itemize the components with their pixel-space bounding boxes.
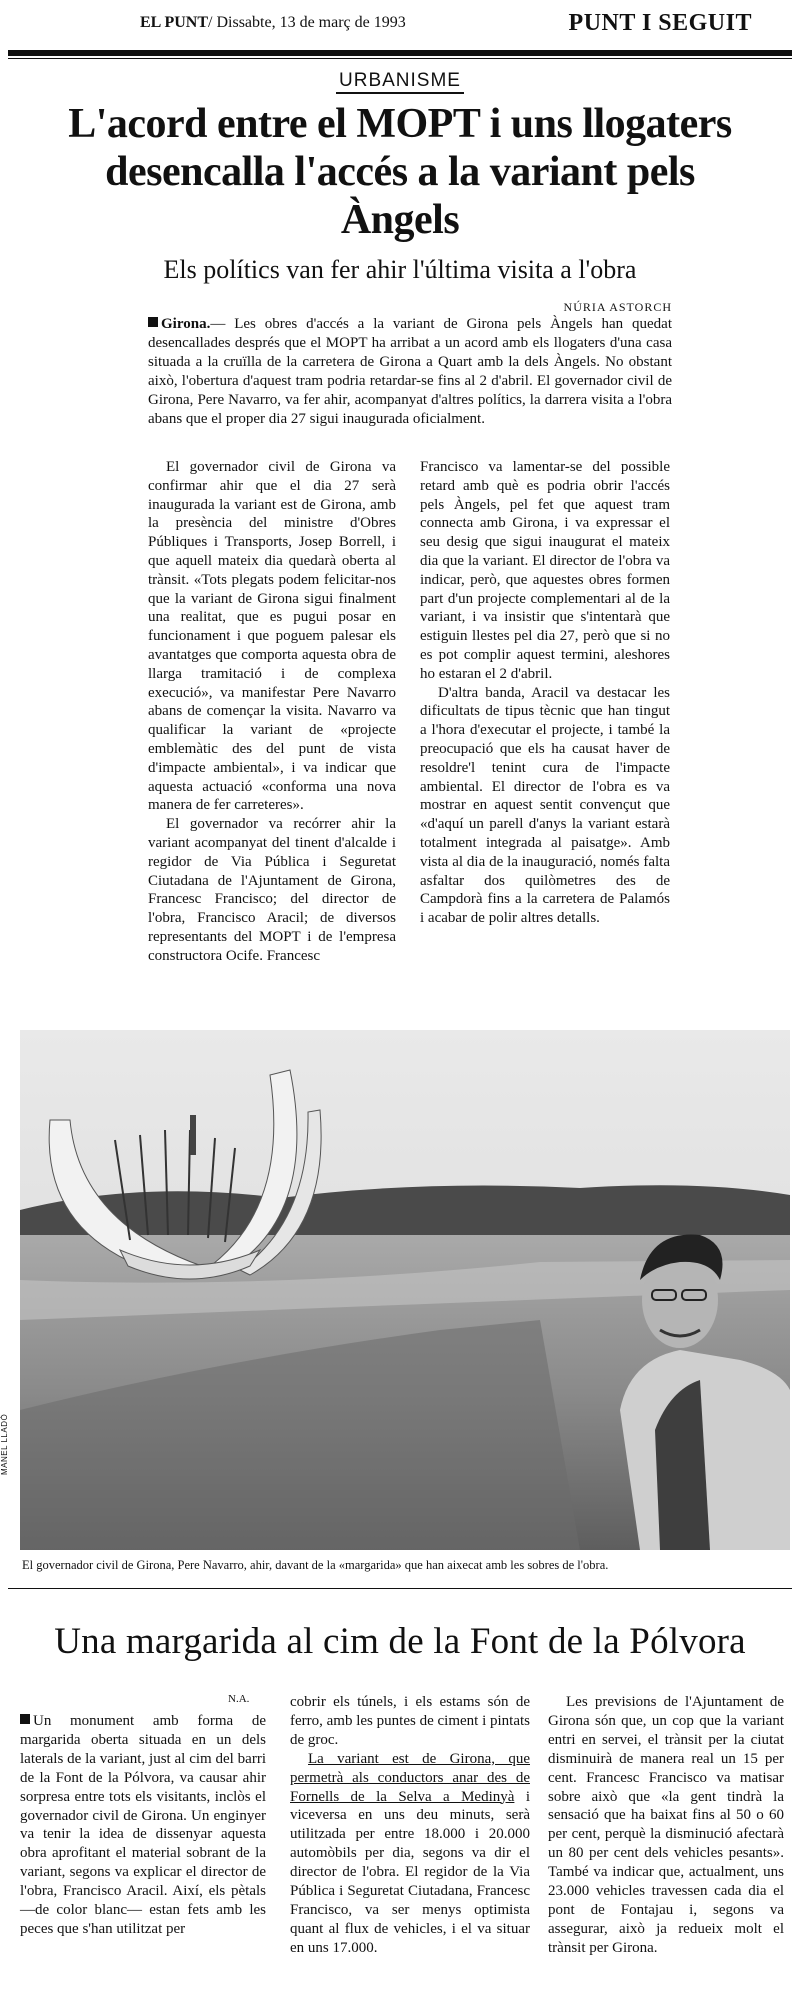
section-label: URBANISME [0, 70, 800, 92]
article-headline: L'acord entre el MOPT i uns llogaters desencalla l'accés a la variant pels Àngels [68, 101, 732, 243]
bullet-square-icon [148, 317, 158, 327]
issue-date: / Dissabte, 13 de març de 1993 [208, 14, 406, 31]
bullet-square-icon [20, 1714, 30, 1724]
lead-text: — Les obres d'accés a la variant de Girona pels Àngels han quedat desencallades després que el MOPT ha arribat a un acord amb els llogaters d'una casa situada a la cruïlla de la carretera de Girona a Quart amb la dels Àngels. No obstant això, l'obertura d'aquest tram podria retardar-se fins al 2 d'abril. El governador civil de Girona, Pere Navarro, va fer ahir, acompanyat d'altres polítics, la darrera visita a l'obra abans que el proper dia 27 sigui inaugurada oficialment. [148, 316, 672, 427]
photo-caption: El governador civil de Girona, Pere Navarro, ahir, davant de la «margarida» que han aixecat amb les sobres de l'obra. [22, 1558, 609, 1572]
photo-governor-margarida [20, 1030, 790, 1550]
news-photo [20, 1030, 790, 1550]
header-rule-thin [8, 58, 792, 59]
second-article-column-1 [20, 1712, 266, 1939]
lead-place: Girona. [161, 316, 211, 332]
second-article-column-2 [290, 1693, 530, 1958]
article-column-1 [148, 458, 396, 966]
underlined-passage: La variant est de Girona, que permetrà als conductors anar des de Fornells de la Selva a Medinyà [290, 1750, 530, 1805]
photo-credit: MANEL LLADÓ [0, 1413, 9, 1475]
paragraph: D'altra banda, Aracil va destacar les dificultats de tipus tècnic que han tingut a l'hora d'executar el projecte, i també la preocupació que els ha causat haver de resoldre'l tenint cura de l'impacte ambiental. El director de l'obra es va mostrar en aquest sentit convençut que «d'aquí un parell d'anys la variant estarà totalment integrada al paisatge». Amb vista al dia de la inauguració, només falta asfaltar dos quilòmetres des de Campdorà fins a la carretera de Palamós i acabar de polir altres detalls. [420, 684, 670, 927]
lead-paragraph [148, 315, 672, 429]
paragraph: Francisco va lamentar-se del possible retard amb què es podria obrir l'accés pels Àngels, pel fet que aquest tram connecta amb Girona, i va expressar el seu desig que sigui inaugurat el mateix dia que la variant. El director de l'obra va indicar, però, que aquestes obres formen part d'un projecte complementari al de la variant, i va insistir que s'intentarà que estiguin llestes pel dia 27, però que si no es pot complir aquest termini, aleshores ho estaran el 2 d'abril. [420, 459, 670, 682]
second-article-headline: Una margarida al cim de la Font de la Pólvora [54, 1621, 746, 1662]
paragraph: La variant est de Girona, que permetrà als conductors anar des de Fornells de la Selva a Medinyà i viceversa en uns deu minuts, serà utilitzada per entre 18.000 i 20.000 automòbils per dia, segons va dir el director de l'obra. El regidor de la Via Pública i Seguretat Ciutadana, Francesc Francisco, va ser menys optimista quant al flux de vehicles, i el va situar en uns 17.000. [290, 1750, 530, 1956]
byline: NÚRIA ASTORCH [563, 300, 672, 314]
author-initials: N.A. [228, 1693, 250, 1705]
article-column-2 [420, 458, 670, 928]
paragraph: cobrir els túnels, i els estams són de ferro, amb les puntes de ciment i pintats de groc. [290, 1694, 530, 1748]
article-divider [8, 1588, 792, 1589]
paragraph: El governador va recórrer ahir la variant acompanyat del tinent d'alcalde i regidor de Via Pública i Seguretat Ciutadana de l'Ajuntament de Girona, Francesc Francisco; del director de l'obra, Francisco Aracil; de diversos representants del MOPT i de l'empresa constructora Ocife. Francesc [148, 816, 396, 964]
masthead-line [140, 14, 406, 32]
header-rule [8, 50, 792, 56]
paragraph: El governador civil de Girona va confirmar ahir que el dia 27 serà inaugurada la variant est de Girona, amb la presència del ministre d'Obres Públiques i Transports, Josep Borrell, i que aquell mateix dia quedarà oberta al trànsit. «Tots plegats podem felicitar-nos que la variant de Girona sigui finalment una realitat, que es pugui posar en funcionament i que poguem palesar els avantatges que comporta aquesta obra de llarga tramitació i de complexa execució», va manifestar Pere Navarro abans de començar la visita. Navarro va qualificar la variant de «projecte emblemàtic des del punt de vista d'impacte ambiental», i va indicar que aquesta actuació «conforma una nova manera de fer carreteres». [148, 459, 396, 814]
second-article-column-3 [548, 1693, 784, 1958]
paragraph: Un monument amb forma de margarida oberta situada en un dels laterals de la variant, just al cim del barri de la Font de la Pólvora, va causar ahir sorpresa entre tots els visitants, inclòs el governador civil de Girona. Un enginyer va tenir la idea de dissenyar aquesta obra aprofitant el material sobrant de la variant, segons va explicar el director de l'obra, Francisco Aracil. Així, els pètals —de color blanc— estan fets amb les peces que s'han utilitzat per [20, 1713, 266, 1937]
paragraph: Les previsions de l'Ajuntament de Girona són que, un cop que la variant entri en servei, el trànsit per la ciutat disminuirà de manera real un 15 per cent. Francesc Francisco va matisar sobre això que «la gent tindrà la sensació que ha baixat fins al 50 o 60 per cent, perquè la disminució afectarà un 80 per cent dels vehicles pesants». També va indicar que, actualment, uns 23.000 vehicles travessen cada dia el pont de Fontajau i, segons va assegurar, això ja redueix molt el trànsit per Girona. [548, 1694, 784, 1956]
paper-name: EL PUNT [140, 14, 209, 31]
page-header [20, 8, 792, 38]
section-banner: PUNT I SEGUIT [568, 10, 752, 36]
article-subhead: Els polítics van fer ahir l'última visita a l'obra [163, 255, 637, 284]
